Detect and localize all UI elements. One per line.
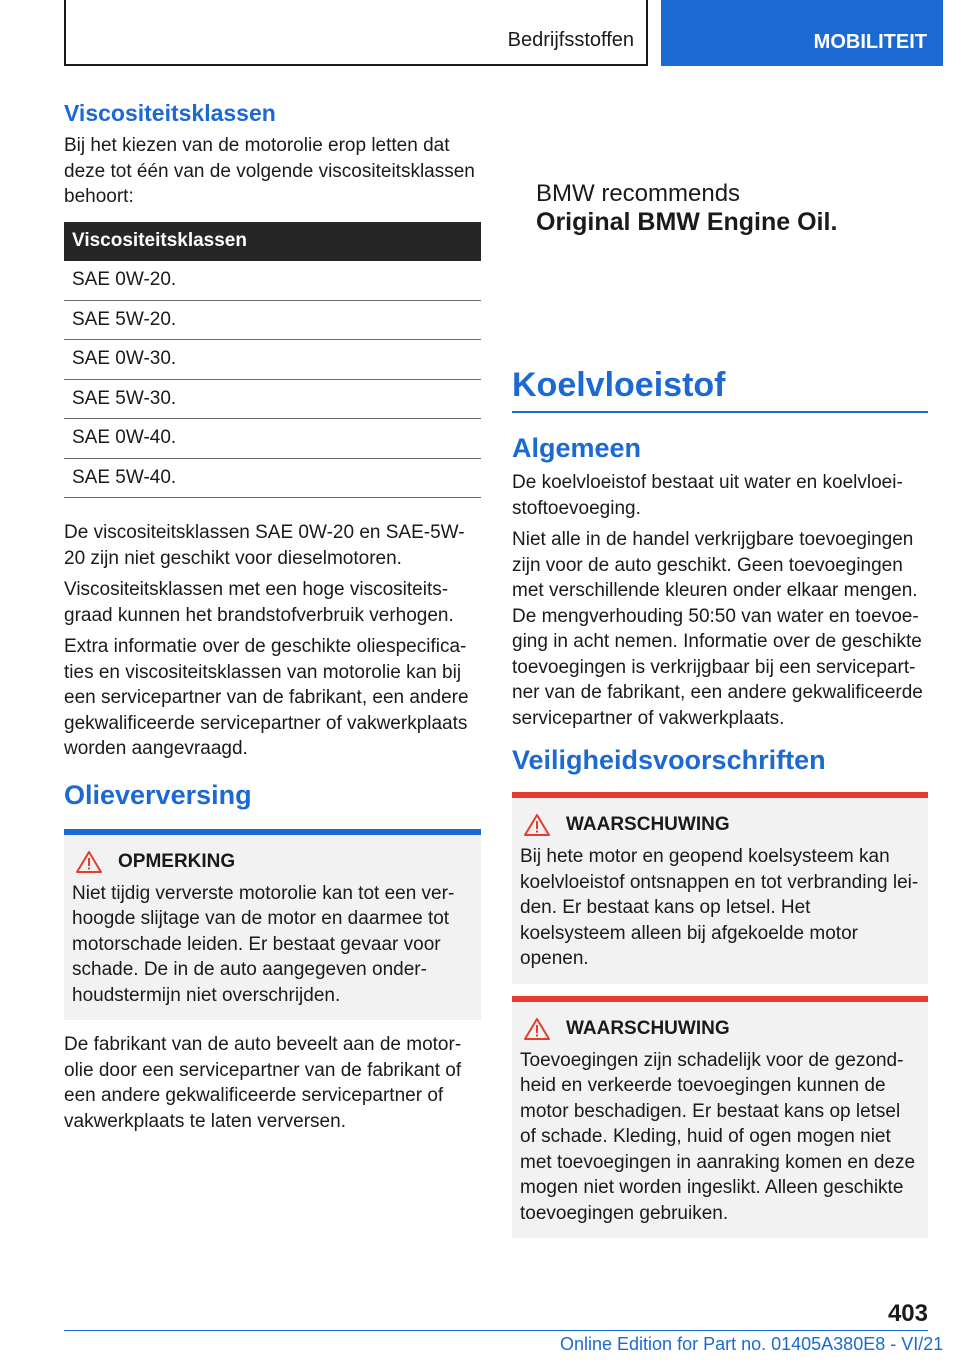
- notice-title: OPMERKING: [118, 850, 236, 872]
- paragraph-extra-info: Extra informatie over de geschikte oliespecificaties en viscositeitsklassen van motorolie kan bij een servicepartner van de fabrikant, een andere gekwalificeerde servicepartner of vakwerkplaats worden aangevraagd.: [64, 636, 469, 759]
- warning-triangle-icon: [524, 814, 550, 836]
- right-column: [512, 366, 928, 1238]
- warning-box: [512, 1002, 928, 1239]
- paragraph-manufacturer: De fabrikant van de auto beveelt aan de motorolie door een servicepartner van de fabrikant of een andere gekwalificeerde servicepartner of vakwerkplaats te laten verversen.: [64, 1034, 462, 1132]
- table-row: [64, 419, 481, 459]
- table-cell: SAE 5W-30.: [64, 379, 481, 419]
- warning-triangle-icon: [76, 851, 102, 873]
- paragraph-fuel: Viscositeitsklassen met een hoge viscositeitsgraad kunnen het brandstofverbruik verhogen.: [64, 579, 454, 626]
- table-cell: SAE 0W-20.: [64, 261, 481, 301]
- left-column: [64, 100, 481, 1140]
- table-row: [64, 261, 481, 301]
- safety-heading: Veiligheidsvoorschriften: [512, 745, 826, 775]
- table-cell: SAE 0W-30.: [64, 340, 481, 380]
- bmw-engine-oil-text: Original BMW Engine Oil.: [536, 208, 838, 236]
- general-heading: Algemeen: [512, 433, 642, 463]
- table-cell: SAE 5W-40.: [64, 458, 481, 498]
- warning-text: Bij hete motor en geopend koelsysteem kan koelvloeistof ontsnappen en tot verbranding leiden. Er bestaat kans op letsel. Het koelsysteem alleen bij afgekoelde motor openen.: [520, 846, 919, 969]
- paragraph-diesel: De viscositeitsklassen SAE 0W-20 en SAE-5W-20 zijn niet geschikt voor dieselmotoren.: [64, 522, 465, 569]
- warning-title: WAARSCHUWING: [566, 1017, 730, 1039]
- table-cell: SAE 5W-20.: [64, 300, 481, 340]
- header-tab-mobiliteit[interactable]: [661, 0, 943, 66]
- table-row: [64, 379, 481, 419]
- table-row: [64, 300, 481, 340]
- paragraph-additives: Niet alle in de handel verkrijgbare toevoegingen zijn voor de auto geschikt. Geen toevoegingen met verschillende kleuren onder elkaar mengen. De mengverhouding 50:50 van water en toevoeging in acht nemen. Informatie over de geschikte toevoegingen is verkrijgbaar bij een servicepartner van de fabrikant, een andere gekwalificeerde servicepartner of vakwerkplaats.: [512, 529, 923, 729]
- header-section-label: Bedrijfsstoffen: [507, 29, 634, 51]
- footer-edition: Online Edition for Part no. 01405A380E8 - VI/21: [560, 1334, 944, 1354]
- header-tab-label: MOBILITEIT: [813, 31, 927, 53]
- viscosity-table: [64, 222, 481, 499]
- warning-text: Toevoegingen zijn schadelijk voor de gezondheid en verkeerde toevoegingen kunnen de motor beschadigen. Er bestaat kans op letsel of schade. Kleding, huid of ogen mogen niet met toevoegingen in aanraking komen en deze mogen niet worden ingeslikt. Alleen geschikte toevoegingen gebruiken.: [520, 1049, 916, 1224]
- warning-triangle-icon: [524, 1018, 550, 1040]
- bmw-recommends-text: BMW recommends: [536, 180, 741, 207]
- warning-box: [512, 798, 928, 984]
- viscosity-heading: Viscositeitsklassen: [64, 100, 276, 126]
- table-row: [64, 458, 481, 498]
- warning-title: WAARSCHUWING: [566, 814, 730, 835]
- coolant-heading: Koelvloeistof: [512, 366, 928, 413]
- table-row: [64, 340, 481, 380]
- viscosity-intro: Bij het kiezen van de motorolie erop letten dat deze tot één van de volgende viscositeitsklassen behoort:: [64, 135, 475, 207]
- table-header: Viscositeitsklassen: [64, 222, 481, 261]
- header-section-box: [64, 0, 648, 66]
- notice-text: Niet tijdig ververste motorolie kan tot een verhoogde slijtage van de motor en daarmee tot motorschade leiden. Er bestaat gevaar voor schade. De in de auto aangegeven onderhoudstermijn niet overschrijden.: [72, 882, 455, 1006]
- notice-box: [64, 835, 481, 1021]
- page-number: 403: [887, 1300, 928, 1327]
- bmw-recommendation: [536, 180, 837, 236]
- footer-rule: [64, 1330, 928, 1331]
- table-cell: SAE 0W-40.: [64, 419, 481, 459]
- paragraph-coolant-composition: De koelvloeistof bestaat uit water en koelvloeistoftoevoeging.: [512, 472, 903, 519]
- oil-change-heading: Olieverversing: [64, 779, 252, 810]
